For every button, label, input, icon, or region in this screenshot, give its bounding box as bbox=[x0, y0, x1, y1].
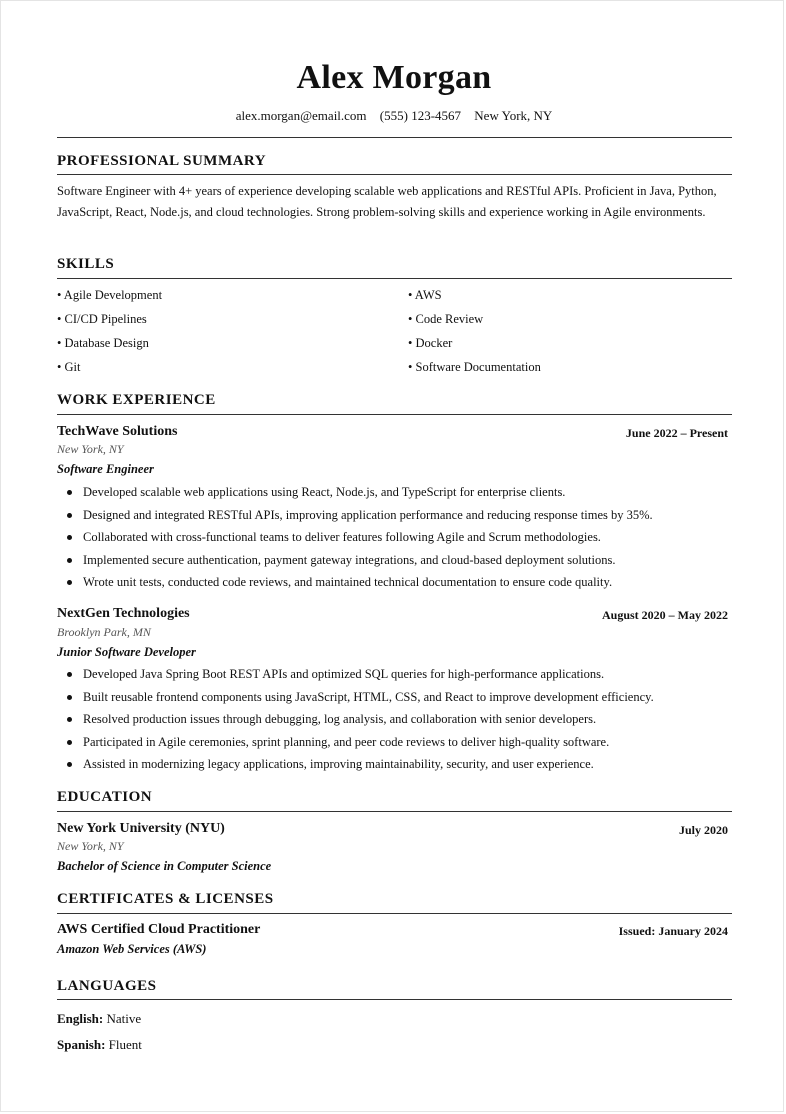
candidate-name: Alex Morgan bbox=[296, 59, 492, 96]
job-company: NextGen Technologies bbox=[57, 606, 190, 621]
education-heading: EDUCATION bbox=[57, 789, 153, 805]
job-dates: August 2020 – May 2022 bbox=[601, 608, 728, 622]
contact-phone: (555) 123-4567 bbox=[379, 108, 462, 123]
skill-item: • Agile Development bbox=[57, 288, 163, 302]
skill-item: • Database Design bbox=[57, 336, 149, 350]
skills-divider bbox=[57, 278, 732, 279]
language-item bbox=[57, 1037, 142, 1053]
education-date: July 2020 bbox=[678, 823, 728, 837]
language-name: Spanish: bbox=[57, 1037, 106, 1052]
contact-email: alex.morgan@email.com bbox=[235, 108, 367, 123]
job-location: New York, NY bbox=[57, 442, 124, 456]
list-item: Developed Java Spring Boot REST APIs and optimized SQL queries for high-performance applications. bbox=[57, 663, 732, 686]
job-title: Junior Software Developer bbox=[57, 645, 196, 659]
education-divider bbox=[57, 811, 732, 812]
job-title: Software Engineer bbox=[57, 462, 154, 476]
skills-heading: SKILLS bbox=[57, 256, 115, 272]
language-name: English: bbox=[57, 1011, 104, 1026]
education-school: New York University (NYU) bbox=[57, 821, 225, 836]
languages-heading: LANGUAGES bbox=[57, 978, 157, 994]
skill-item: • Docker bbox=[408, 336, 453, 350]
job-location: Brooklyn Park, MN bbox=[57, 625, 151, 639]
skill-item: • AWS bbox=[408, 288, 442, 302]
certificates-divider bbox=[57, 913, 732, 914]
experience-heading: WORK EXPERIENCE bbox=[57, 392, 216, 408]
job-company: TechWave Solutions bbox=[57, 424, 178, 439]
summary-heading: PROFESSIONAL SUMMARY bbox=[57, 153, 267, 169]
summary-divider bbox=[57, 174, 732, 175]
certificates-heading: CERTIFICATES & LICENSES bbox=[57, 891, 274, 907]
contact-location: New York, NY bbox=[474, 108, 553, 123]
job-bullet-list bbox=[57, 481, 732, 594]
header-divider bbox=[57, 137, 732, 138]
experience-divider bbox=[57, 414, 732, 415]
list-item: Collaborated with cross-functional teams to deliver features following Agile and Scrum methodologies. bbox=[57, 526, 732, 549]
languages-divider bbox=[57, 999, 732, 1000]
list-item: Developed scalable web applications using React, Node.js, and TypeScript for enterprise clients. bbox=[57, 481, 732, 504]
language-item bbox=[57, 1011, 141, 1027]
skill-item: • CI/CD Pipelines bbox=[57, 312, 147, 326]
language-level: Fluent bbox=[108, 1037, 142, 1052]
list-item: Participated in Agile ceremonies, sprint planning, and peer code reviews to deliver high-quality software. bbox=[57, 731, 732, 754]
list-item: Assisted in modernizing legacy applications, improving maintainability, security, and user experience. bbox=[57, 753, 732, 776]
job-dates: June 2022 – Present bbox=[625, 426, 728, 440]
job-bullet-list bbox=[57, 663, 732, 776]
list-item: Built reusable frontend components using JavaScript, HTML, CSS, and React to improve development efficiency. bbox=[57, 686, 732, 709]
certificate-issuer: Amazon Web Services (AWS) bbox=[57, 942, 207, 956]
list-item: Resolved production issues through debugging, log analysis, and collaboration with senior developers. bbox=[57, 708, 732, 731]
certificate-name: AWS Certified Cloud Practitioner bbox=[57, 922, 261, 937]
certificate-issued: Issued: January 2024 bbox=[618, 924, 728, 938]
list-item: Designed and integrated RESTful APIs, improving application performance and reducing response times by 35%. bbox=[57, 504, 732, 527]
contact-line bbox=[1, 108, 786, 124]
skill-item: • Code Review bbox=[408, 312, 484, 326]
skill-item: • Software Documentation bbox=[408, 360, 541, 374]
list-item: Wrote unit tests, conducted code reviews, and maintained technical documentation to ensure code quality. bbox=[57, 571, 732, 594]
education-degree: Bachelor of Science in Computer Science bbox=[57, 859, 272, 873]
summary-text: Software Engineer with 4+ years of experience developing scalable web applications and RESTful APIs. Proficient in Java, Python, JavaScript, React, Node.js, and cloud technologies. Strong problem-solving skills and experience working in Agile environments. bbox=[57, 184, 717, 219]
language-level: Native bbox=[106, 1011, 142, 1026]
list-item: Implemented secure authentication, payment gateway integrations, and cloud-based deployment solutions. bbox=[57, 549, 732, 572]
education-location: New York, NY bbox=[57, 839, 124, 853]
skill-item: • Git bbox=[57, 360, 81, 374]
